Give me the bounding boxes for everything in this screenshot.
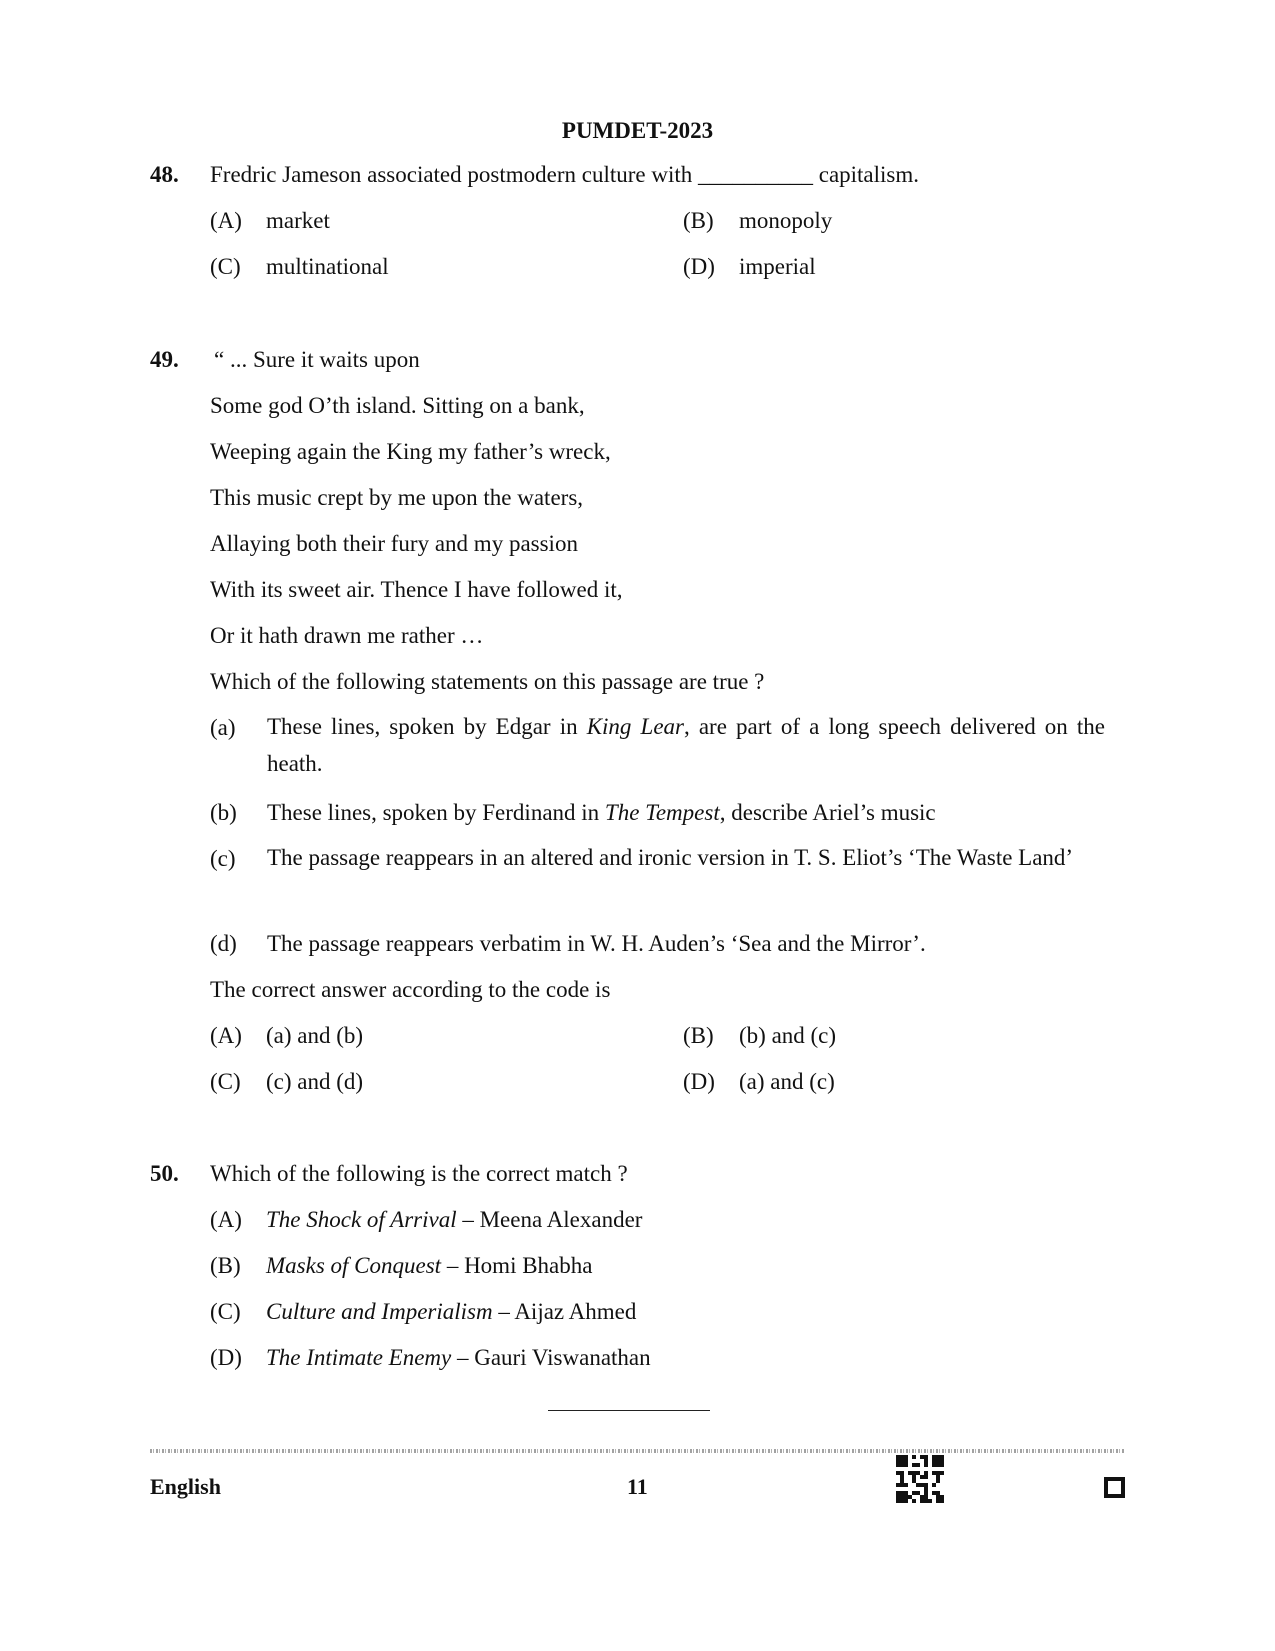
statement-text: These lines, spoken by Edgar in: [267, 714, 587, 739]
corner-square-mark: [1104, 1477, 1125, 1498]
work-title: King Lear: [586, 714, 684, 739]
footer-page-number: 11: [627, 1474, 648, 1499]
statement-b: [267, 800, 936, 826]
option-text: (c) and (d): [266, 1069, 364, 1094]
statement-a: [267, 708, 1105, 782]
code-instruction: The correct answer according to the code is: [210, 977, 611, 1002]
statement-text: These lines, spoken by Ferdinand in: [267, 800, 605, 825]
option-label: (C): [210, 254, 241, 279]
option-d: [210, 1345, 651, 1371]
option-label: (D): [683, 254, 715, 279]
option-c: [210, 1299, 636, 1325]
option-label: (C): [210, 1069, 241, 1094]
option-text: (a) and (b): [266, 1023, 364, 1048]
end-of-section-rule: [548, 1410, 710, 1411]
option-text: market: [266, 208, 330, 233]
option-text: multinational: [266, 254, 389, 279]
verse-line: Or it hath drawn me rather …: [210, 623, 484, 648]
option-b: [683, 1023, 836, 1049]
question-text: Which of the following is the correct match ?: [210, 1161, 628, 1186]
option-label: (B): [683, 208, 714, 233]
option-b: [683, 208, 832, 234]
author-name: – Homi Bhabha: [441, 1253, 593, 1278]
question-text: Which of the following statements on this passage are true ?: [210, 669, 765, 694]
option-text: monopoly: [739, 208, 833, 233]
option-d: [683, 254, 816, 280]
question-number: 49.: [150, 347, 179, 372]
option-c: [210, 1069, 363, 1095]
work-title: The Intimate Enemy: [266, 1345, 452, 1370]
question-number: 48.: [150, 162, 179, 187]
verse-line: Weeping again the King my father’s wreck,: [210, 439, 611, 464]
statement-text: , describe Ariel’s music: [719, 800, 936, 825]
option-a: [210, 208, 330, 234]
verse-line: Some god O’th island. Sitting on a bank,: [210, 393, 585, 418]
work-title: The Tempest: [604, 800, 720, 825]
option-d: [683, 1069, 835, 1095]
option-label: (D): [210, 1345, 242, 1370]
footer-subject: English: [150, 1474, 221, 1499]
page-header-title: PUMDET-2023: [561, 118, 714, 143]
qr-code-icon: [896, 1455, 944, 1503]
option-label: (A): [210, 208, 242, 233]
work-title: Masks of Conquest: [266, 1253, 442, 1278]
option-text: (a) and (c): [739, 1069, 835, 1094]
verse-line: This music crept by me upon the waters,: [210, 485, 584, 510]
statement-label: (d): [210, 931, 237, 956]
option-label: (B): [210, 1253, 241, 1278]
statement-c: The passage reappears in an altered and ironic version in T. S. Eliot’s ‘The Waste Land’: [267, 845, 1074, 870]
option-label: (A): [210, 1023, 242, 1048]
option-label: (A): [210, 1207, 242, 1232]
option-label: (C): [210, 1299, 241, 1324]
question-number: 50.: [150, 1161, 179, 1186]
verse-line: Allaying both their fury and my passion: [210, 531, 578, 556]
statement-label: (c): [210, 846, 236, 871]
option-label: (D): [683, 1069, 715, 1094]
option-a: [210, 1023, 363, 1049]
work-title: Culture and Imperialism: [266, 1299, 493, 1324]
option-a: [210, 1207, 642, 1233]
statement-label: (a): [210, 715, 236, 740]
option-c: [210, 254, 389, 280]
verse-line: “ ... Sure it waits upon: [214, 347, 420, 372]
statement-text: , are part of a long speech delivered on the heath.: [267, 714, 1106, 776]
verse-line: With its sweet air. Thence I have followed it,: [210, 577, 623, 602]
option-label: (B): [683, 1023, 714, 1048]
option-text: imperial: [739, 254, 816, 279]
question-text: Fredric Jameson associated postmodern culture with __________ capitalism.: [210, 162, 920, 187]
statement-label: (b): [210, 800, 237, 825]
author-name: – Meena Alexander: [456, 1207, 643, 1232]
microprint-strip: [150, 1449, 1125, 1453]
option-b: [210, 1253, 592, 1279]
author-name: – Aijaz Ahmed: [492, 1299, 637, 1324]
option-text: (b) and (c): [739, 1023, 837, 1048]
author-name: – Gauri Viswanathan: [451, 1345, 651, 1370]
work-title: The Shock of Arrival: [266, 1207, 457, 1232]
statement-d: The passage reappears verbatim in W. H. Auden’s ‘Sea and the Mirror’.: [267, 931, 926, 956]
